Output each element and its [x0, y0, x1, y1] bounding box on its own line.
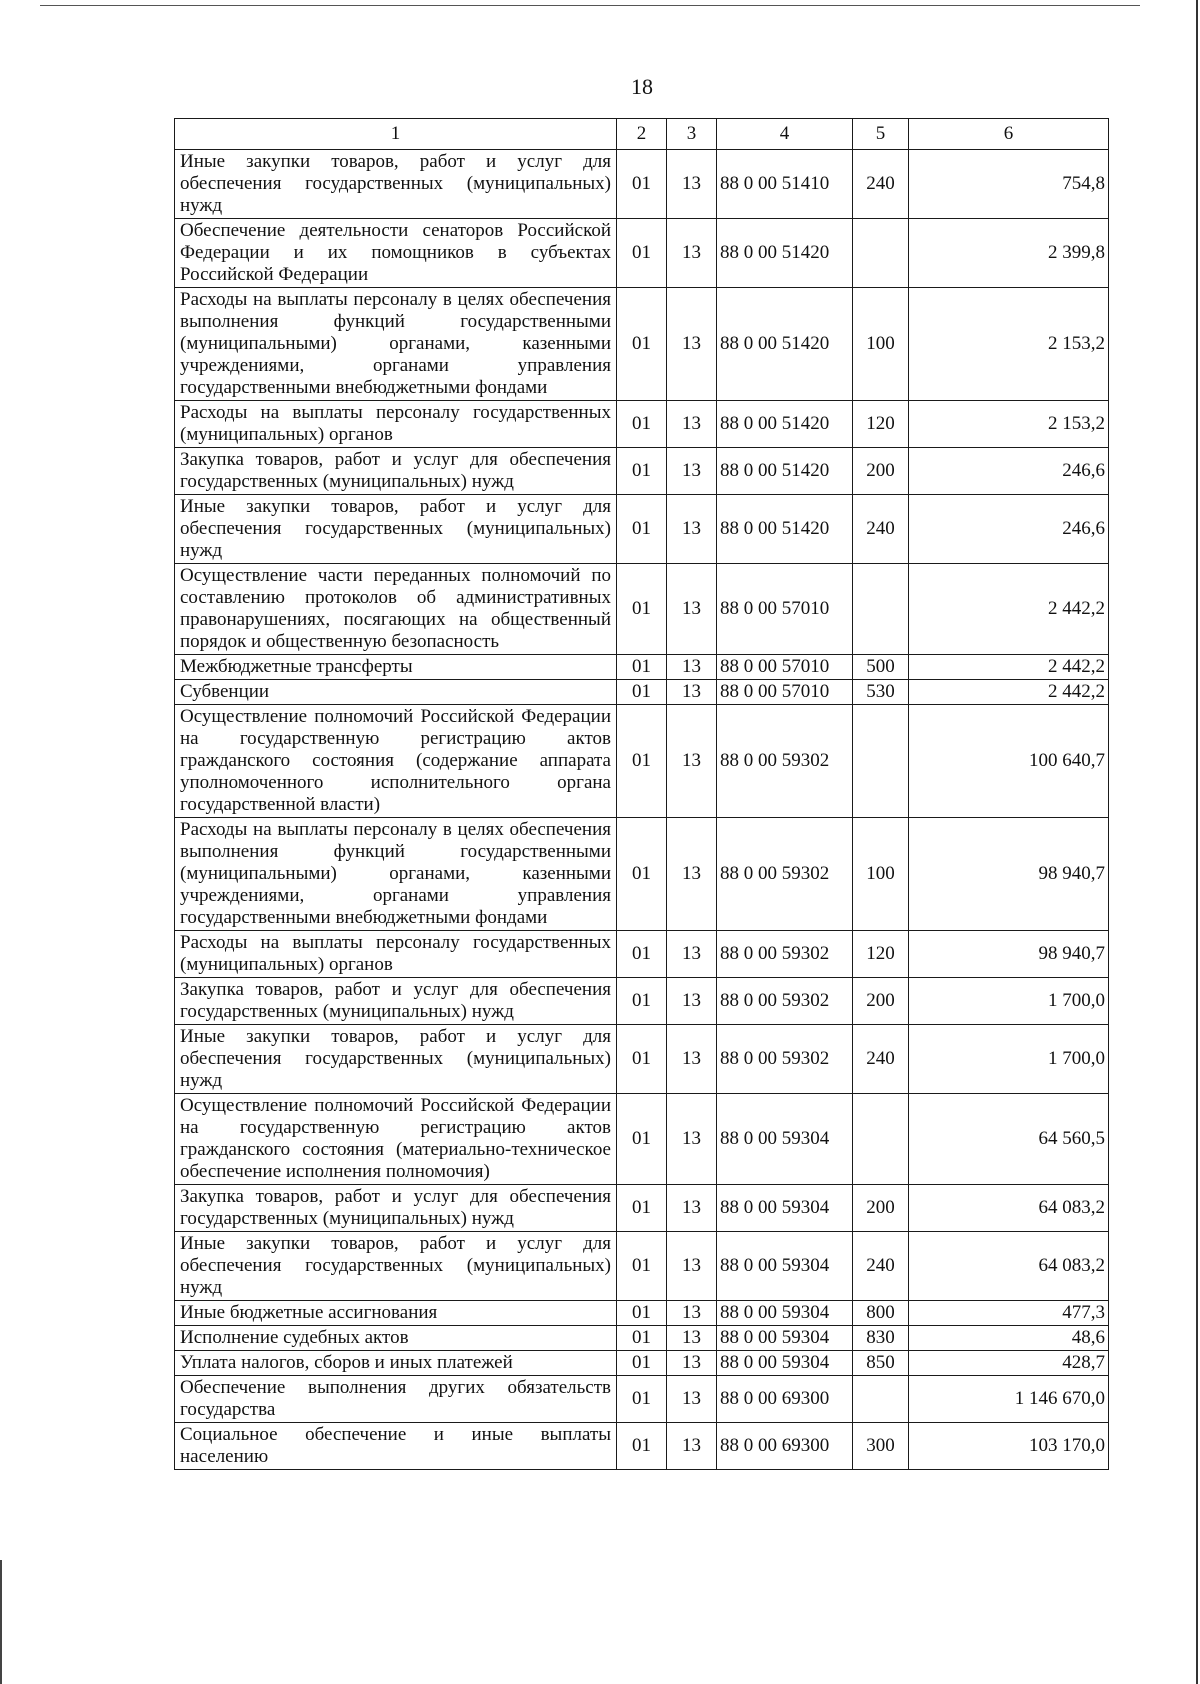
expense-type-code: 830: [853, 1326, 909, 1351]
row-name: Иные бюджетные ассигнования: [175, 1301, 617, 1326]
section-code: 01: [617, 1025, 667, 1094]
target-article-code: 88 0 00 59304: [717, 1185, 853, 1232]
subsection-code: 13: [667, 1025, 717, 1094]
table-row: [175, 680, 1109, 705]
target-article-code: 88 0 00 59304: [717, 1232, 853, 1301]
column-header: 2: [617, 119, 667, 150]
amount: 246,6: [909, 448, 1109, 495]
target-article-code: 88 0 00 59304: [717, 1326, 853, 1351]
subsection-code: 13: [667, 1326, 717, 1351]
subsection-code: 13: [667, 448, 717, 495]
row-name: Расходы на выплаты персоналу государственных (муниципальных) органов: [175, 931, 617, 978]
amount: 100 640,7: [909, 705, 1109, 818]
table-row: [175, 219, 1109, 288]
target-article-code: 88 0 00 59302: [717, 978, 853, 1025]
row-name: Обеспечение деятельности сенаторов Российской Федерации и их помощников в субъектах Российской Федерации: [175, 219, 617, 288]
row-name: Иные закупки товаров, работ и услуг для обеспечения государственных (муниципальных) нужд: [175, 495, 617, 564]
amount: 64 560,5: [909, 1094, 1109, 1185]
row-name: Иные закупки товаров, работ и услуг для обеспечения государственных (муниципальных) нужд: [175, 150, 617, 219]
expense-type-code: 300: [853, 1423, 909, 1470]
column-header: 4: [717, 119, 853, 150]
subsection-code: 13: [667, 495, 717, 564]
subsection-code: 13: [667, 288, 717, 401]
section-code: 01: [617, 448, 667, 495]
amount: 103 170,0: [909, 1423, 1109, 1470]
expense-type-code: 240: [853, 1025, 909, 1094]
table-row: [175, 288, 1109, 401]
section-code: 01: [617, 1301, 667, 1326]
table-row: [175, 448, 1109, 495]
subsection-code: 13: [667, 1423, 717, 1470]
row-name: Расходы на выплаты персоналу в целях обеспечения выполнения функций государственными (муниципальными) органами, казенными учреждениями, органами управления государственными внебюджетными фондами: [175, 818, 617, 931]
section-code: 01: [617, 495, 667, 564]
amount: 1 146 670,0: [909, 1376, 1109, 1423]
expense-type-code: 240: [853, 150, 909, 219]
amount: 2 399,8: [909, 219, 1109, 288]
amount: 2 153,2: [909, 401, 1109, 448]
amount: 2 442,2: [909, 680, 1109, 705]
row-name: Закупка товаров, работ и услуг для обеспечения государственных (муниципальных) нужд: [175, 1185, 617, 1232]
expense-type-code: [853, 1376, 909, 1423]
expense-type-code: 100: [853, 288, 909, 401]
target-article-code: 88 0 00 57010: [717, 564, 853, 655]
table-row: [175, 705, 1109, 818]
section-code: 01: [617, 401, 667, 448]
row-name: Иные закупки товаров, работ и услуг для обеспечения государственных (муниципальных) нужд: [175, 1025, 617, 1094]
expense-type-code: [853, 564, 909, 655]
expense-type-code: [853, 705, 909, 818]
table-row: [175, 655, 1109, 680]
table-body: [175, 150, 1109, 1470]
target-article-code: 88 0 00 69300: [717, 1376, 853, 1423]
expense-type-code: 100: [853, 818, 909, 931]
row-name: Обеспечение выполнения других обязательств государства: [175, 1376, 617, 1423]
subsection-code: 13: [667, 1185, 717, 1232]
table-row: [175, 564, 1109, 655]
row-name: Исполнение судебных актов: [175, 1326, 617, 1351]
subsection-code: 13: [667, 931, 717, 978]
row-name: Межбюджетные трансферты: [175, 655, 617, 680]
target-article-code: 88 0 00 51420: [717, 448, 853, 495]
subsection-code: 13: [667, 1094, 717, 1185]
column-header: 6: [909, 119, 1109, 150]
table-row: [175, 931, 1109, 978]
expense-type-code: 120: [853, 931, 909, 978]
table-row: [175, 1094, 1109, 1185]
table-row: [175, 1301, 1109, 1326]
target-article-code: 88 0 00 59302: [717, 818, 853, 931]
expense-type-code: [853, 1094, 909, 1185]
table-row: [175, 1326, 1109, 1351]
target-article-code: 88 0 00 51420: [717, 495, 853, 564]
subsection-code: 13: [667, 655, 717, 680]
row-name: Осуществление полномочий Российской Федерации на государственную регистрацию актов гражданского состояния (материально-техническое обеспечение исполнения полномочия): [175, 1094, 617, 1185]
subsection-code: 13: [667, 150, 717, 219]
section-code: 01: [617, 1094, 667, 1185]
subsection-code: 13: [667, 1232, 717, 1301]
expense-type-code: 240: [853, 495, 909, 564]
amount: 1 700,0: [909, 978, 1109, 1025]
amount: 98 940,7: [909, 818, 1109, 931]
table-row: [175, 978, 1109, 1025]
target-article-code: 88 0 00 59302: [717, 705, 853, 818]
section-code: 01: [617, 1232, 667, 1301]
amount: 2 442,2: [909, 655, 1109, 680]
row-name: Уплата налогов, сборов и иных платежей: [175, 1351, 617, 1376]
amount: 477,3: [909, 1301, 1109, 1326]
table-row: [175, 1351, 1109, 1376]
column-header: 1: [175, 119, 617, 150]
target-article-code: 88 0 00 57010: [717, 680, 853, 705]
expense-type-code: 500: [853, 655, 909, 680]
target-article-code: 88 0 00 59304: [717, 1351, 853, 1376]
table-row: [175, 1232, 1109, 1301]
expense-type-code: 530: [853, 680, 909, 705]
amount: 246,6: [909, 495, 1109, 564]
target-article-code: 88 0 00 69300: [717, 1423, 853, 1470]
target-article-code: 88 0 00 51410: [717, 150, 853, 219]
target-article-code: 88 0 00 59302: [717, 931, 853, 978]
section-code: 01: [617, 705, 667, 818]
section-code: 01: [617, 931, 667, 978]
section-code: 01: [617, 564, 667, 655]
column-header: 3: [667, 119, 717, 150]
page-number: 18: [631, 74, 653, 99]
target-article-code: 88 0 00 51420: [717, 401, 853, 448]
table-row: [175, 1423, 1109, 1470]
expense-type-code: 800: [853, 1301, 909, 1326]
row-name: Осуществление полномочий Российской Федерации на государственную регистрацию актов гражданского состояния (содержание аппарата уполномоченного исполнительного органа государственной власти): [175, 705, 617, 818]
amount: 1 700,0: [909, 1025, 1109, 1094]
amount: 754,8: [909, 150, 1109, 219]
column-header: 5: [853, 119, 909, 150]
amount: 2 153,2: [909, 288, 1109, 401]
target-article-code: 88 0 00 59302: [717, 1025, 853, 1094]
amount: 48,6: [909, 1326, 1109, 1351]
expense-type-code: 850: [853, 1351, 909, 1376]
table-row: [175, 1376, 1109, 1423]
subsection-code: 13: [667, 680, 717, 705]
row-name: Социальное обеспечение и иные выплаты населению: [175, 1423, 617, 1470]
subsection-code: 13: [667, 219, 717, 288]
expense-type-code: 200: [853, 448, 909, 495]
section-code: 01: [617, 288, 667, 401]
section-code: 01: [617, 818, 667, 931]
expense-type-code: [853, 219, 909, 288]
row-name: Расходы на выплаты персоналу государственных (муниципальных) органов: [175, 401, 617, 448]
table-row: [175, 495, 1109, 564]
section-code: 01: [617, 1351, 667, 1376]
subsection-code: 13: [667, 705, 717, 818]
section-code: 01: [617, 219, 667, 288]
section-code: 01: [617, 1326, 667, 1351]
amount: 98 940,7: [909, 931, 1109, 978]
scan-edge-left: [0, 1560, 2, 1684]
expense-type-code: 200: [853, 1185, 909, 1232]
row-name: Субвенции: [175, 680, 617, 705]
scan-edge-top: [40, 5, 1140, 6]
expense-type-code: 120: [853, 401, 909, 448]
expense-type-code: 240: [853, 1232, 909, 1301]
table-row: [175, 1185, 1109, 1232]
table-row: [175, 150, 1109, 219]
target-article-code: 88 0 00 51420: [717, 219, 853, 288]
section-code: 01: [617, 655, 667, 680]
row-name: Иные закупки товаров, работ и услуг для обеспечения государственных (муниципальных) нужд: [175, 1232, 617, 1301]
row-name: Расходы на выплаты персоналу в целях обеспечения выполнения функций государственными (муниципальными) органами, казенными учреждениями, органами управления государственными внебюджетными фондами: [175, 288, 617, 401]
section-code: 01: [617, 1185, 667, 1232]
table-row: [175, 401, 1109, 448]
row-name: Осуществление части переданных полномочий по составлению протоколов об административных правонарушениях, посягающих на общественный порядок и общественную безопасность: [175, 564, 617, 655]
amount: 64 083,2: [909, 1185, 1109, 1232]
header-row: [175, 119, 1109, 150]
row-name: Закупка товаров, работ и услуг для обеспечения государственных (муниципальных) нужд: [175, 448, 617, 495]
subsection-code: 13: [667, 818, 717, 931]
section-code: 01: [617, 150, 667, 219]
amount: 2 442,2: [909, 564, 1109, 655]
table-row: [175, 1025, 1109, 1094]
subsection-code: 13: [667, 401, 717, 448]
section-code: 01: [617, 1376, 667, 1423]
table-row: [175, 818, 1109, 931]
subsection-code: 13: [667, 1376, 717, 1423]
scan-edge-right: [1196, 0, 1198, 1684]
target-article-code: 88 0 00 59304: [717, 1301, 853, 1326]
amount: 64 083,2: [909, 1232, 1109, 1301]
subsection-code: 13: [667, 1301, 717, 1326]
section-code: 01: [617, 680, 667, 705]
expense-type-code: 200: [853, 978, 909, 1025]
subsection-code: 13: [667, 1351, 717, 1376]
section-code: 01: [617, 1423, 667, 1470]
budget-table: [174, 118, 1109, 1470]
row-name: Закупка товаров, работ и услуг для обеспечения государственных (муниципальных) нужд: [175, 978, 617, 1025]
subsection-code: 13: [667, 564, 717, 655]
target-article-code: 88 0 00 51420: [717, 288, 853, 401]
target-article-code: 88 0 00 59304: [717, 1094, 853, 1185]
subsection-code: 13: [667, 978, 717, 1025]
target-article-code: 88 0 00 57010: [717, 655, 853, 680]
section-code: 01: [617, 978, 667, 1025]
amount: 428,7: [909, 1351, 1109, 1376]
